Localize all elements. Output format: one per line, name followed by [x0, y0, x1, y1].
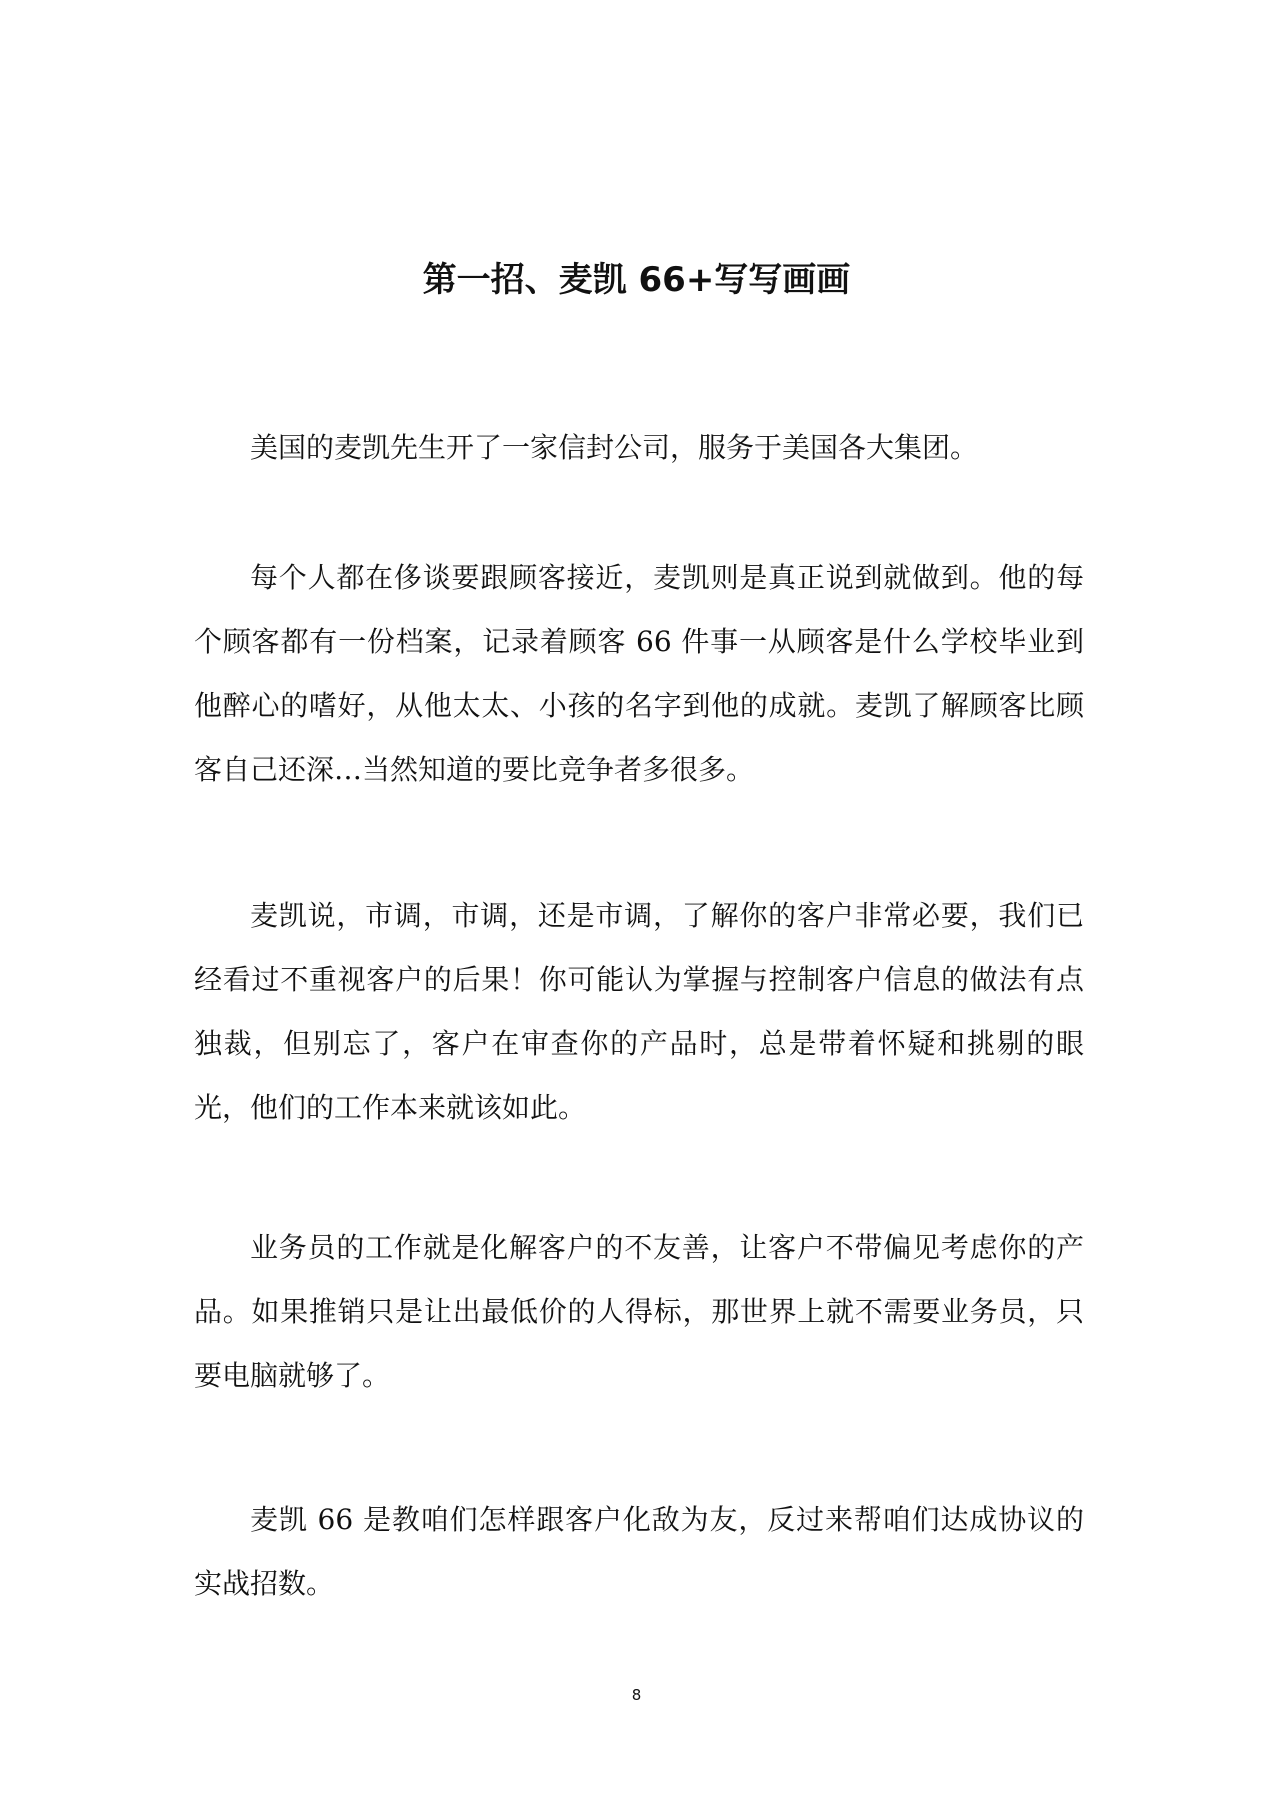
- paragraph-conclusion: 麦凯 66 是教咱们怎样跟客户化敌为友，反过来帮咱们达成协议的实战招数。: [194, 1503, 1084, 1600]
- page-title: 第一招、麦凯 66+写写画画: [422, 260, 851, 300]
- paragraph-intro: 美国的麦凯先生开了一家信封公司，服务于美国各大集团。: [250, 431, 979, 464]
- paragraph-market-research: 麦凯说，市调，市调，还是市调，了解你的客户非常必要，我们已经看过不重视客户的后果！你可能认为掌握与控制客户信息的做法有点独裁，但别忘了，客户在审查你的产品时，总是带着怀疑和挑剔的眼光，他们的工作本来就该如此。: [194, 899, 1084, 1124]
- page-number: 8: [631, 1686, 642, 1704]
- paragraph-salesperson-role: 业务员的工作就是化解客户的不友善，让客户不带偏见考虑你的产品。如果推销只是让出最低价的人得标，那世界上就不需要业务员，只要电脑就够了。: [194, 1231, 1084, 1392]
- paragraph-customer-files: 每个人都在侈谈要跟顾客接近，麦凯则是真正说到就做到。他的每个顾客都有一份档案，记录着顾客 66 件事一从顾客是什么学校毕业到他醉心的嗜好，从他太太、小孩的名字到他的成就。麦凯了解顾客比顾客自己还深…当然知道的要比竞争者多很多。: [194, 561, 1084, 786]
